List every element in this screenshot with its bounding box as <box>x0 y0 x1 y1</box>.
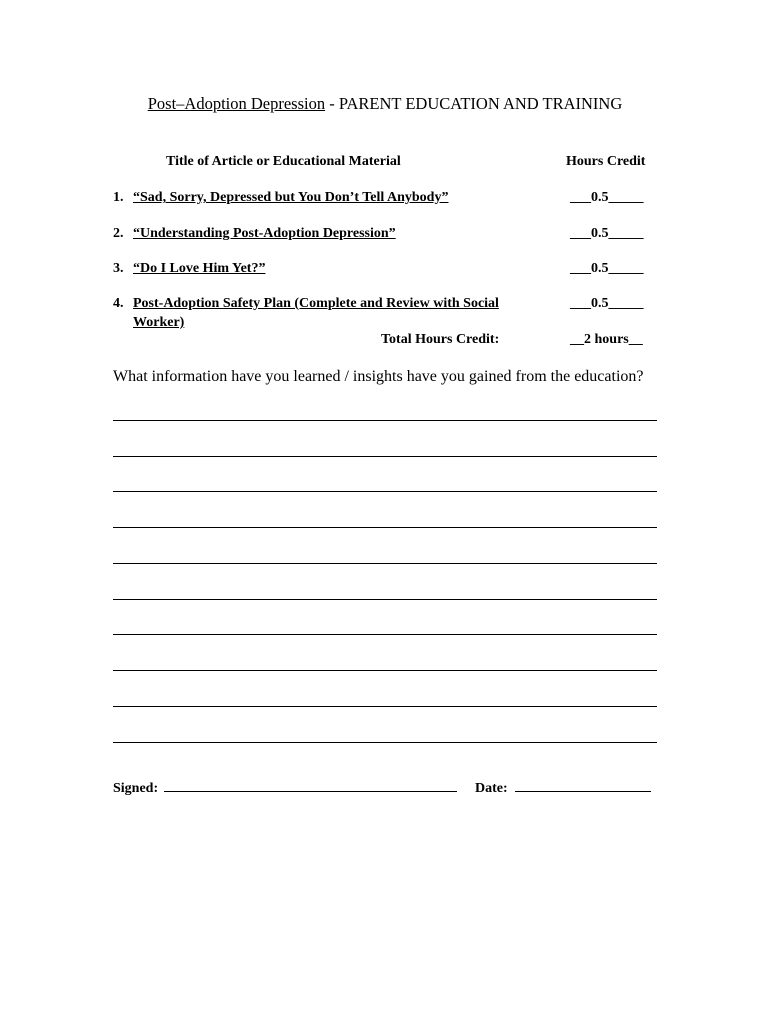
date-row <box>475 781 651 797</box>
column-header-title: Title of Article or Educational Material <box>166 154 401 169</box>
answer-line[interactable] <box>113 706 657 707</box>
item-hours: ___0.5_____ <box>570 261 644 276</box>
list-item <box>113 226 396 242</box>
total-label: Total Hours Credit: <box>381 332 500 347</box>
answer-line[interactable] <box>113 563 657 564</box>
item-title: “Understanding Post-Adoption Depression” <box>133 226 396 241</box>
signed-label: Signed: <box>113 781 159 796</box>
answer-line[interactable] <box>113 742 657 743</box>
list-item <box>113 296 499 312</box>
answer-line[interactable] <box>113 491 657 492</box>
answer-line[interactable] <box>113 527 657 528</box>
item-hours: ___0.5_____ <box>570 190 644 205</box>
title-underlined: Post–Adoption Depression <box>147 94 326 113</box>
item-number: 1. <box>113 190 124 205</box>
answer-line[interactable] <box>113 456 657 457</box>
item-title: “Do I Love Him Yet?” <box>133 261 266 276</box>
answer-line[interactable] <box>113 670 657 671</box>
date-label: Date: <box>475 781 508 796</box>
signature-field[interactable] <box>164 791 457 792</box>
item-hours: ___0.5_____ <box>570 226 644 241</box>
question-text: What information have you learned / insights have you gained from the education? <box>113 368 644 385</box>
item-title-line2-wrap <box>133 315 184 331</box>
signature-row <box>113 781 457 797</box>
column-header-hours: Hours Credit <box>566 154 646 169</box>
list-item <box>113 190 448 206</box>
page-title <box>0 94 770 114</box>
title-rest: - PARENT EDUCATION AND TRAINING <box>325 94 623 113</box>
date-field[interactable] <box>515 791 651 792</box>
answer-line[interactable] <box>113 420 657 421</box>
item-hours: ___0.5_____ <box>570 296 644 311</box>
item-number: 2. <box>113 226 124 241</box>
total-value: __2 hours__ <box>570 332 643 347</box>
item-number: 3. <box>113 261 124 276</box>
list-item <box>113 261 265 277</box>
answer-line[interactable] <box>113 634 657 635</box>
item-title-line1: Post-Adoption Safety Plan (Complete and Review with Social <box>133 296 499 311</box>
answer-line[interactable] <box>113 599 657 600</box>
item-number: 4. <box>113 296 124 311</box>
item-title: “Sad, Sorry, Depressed but You Don’t Tell Anybody” <box>133 190 449 205</box>
item-title-line2: Worker) <box>133 315 185 330</box>
